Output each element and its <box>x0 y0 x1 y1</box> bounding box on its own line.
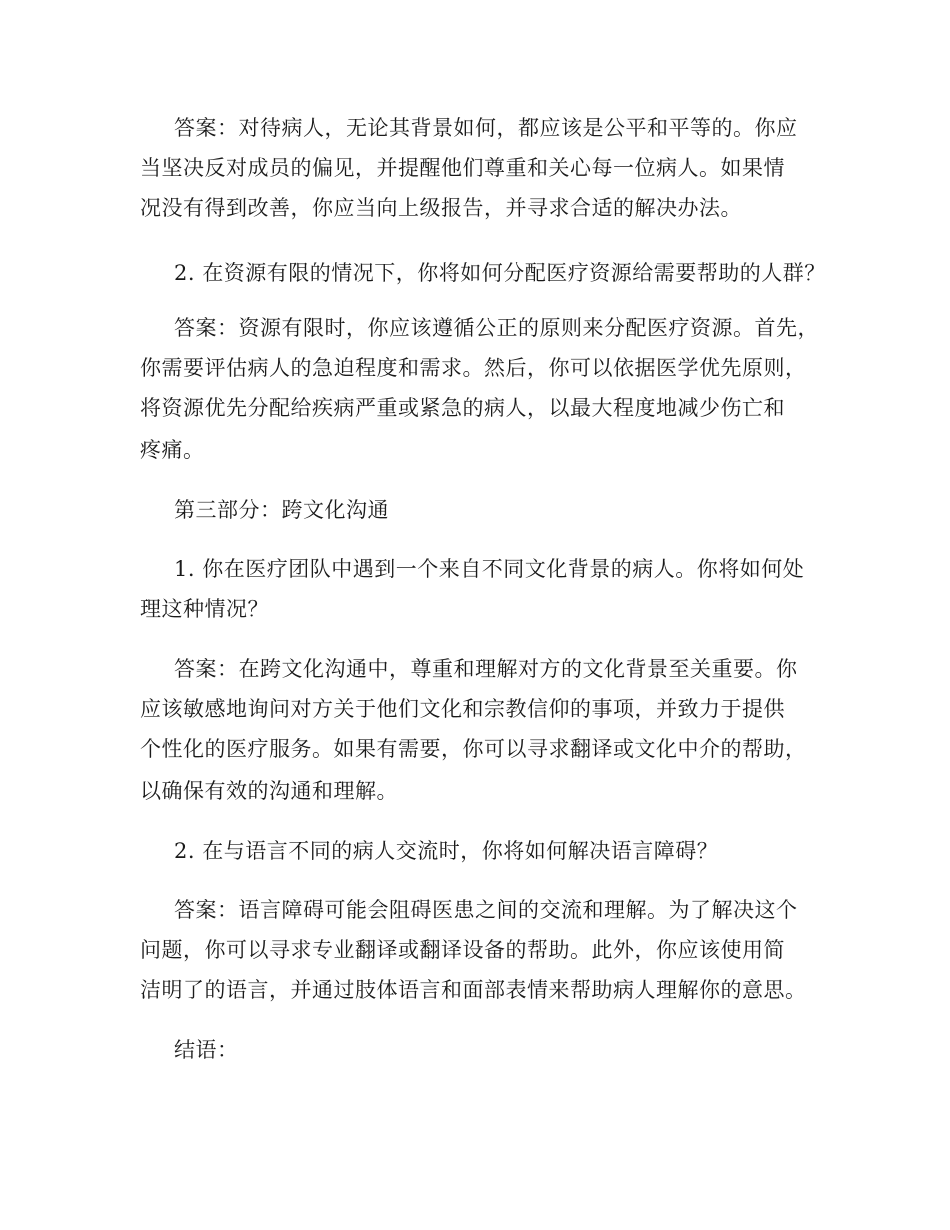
answer-line: 答案：对待病人，无论其背景如何，都应该是公平和平等的。你应 <box>174 116 798 140</box>
answer-line: 将资源优先分配给疾病严重或紧急的病人，以最大程度地减少伤亡和 <box>140 396 785 420</box>
answer-line: 问题，你可以寻求专业翻译或翻译设备的帮助。此外，你应该使用简 <box>140 938 785 962</box>
answer-line: 况没有得到改善，你应当向上级报告，并寻求合适的解决办法。 <box>140 196 742 220</box>
answer-line: 以确保有效的沟通和理解。 <box>140 779 398 803</box>
answer-line: 应该敏感地询问对方关于他们文化和宗教信仰的事项，并致力于提供 <box>140 697 785 721</box>
answer-line: 个性化的医疗服务。如果有需要，你可以寻求翻译或文化中介的帮助， <box>140 737 807 761</box>
answer-line: 答案：在跨文化沟通中，尊重和理解对方的文化背景至关重要。你 <box>174 657 798 681</box>
answer-line: 答案：资源有限时，你应该遵循公正的原则来分配医疗资源。首先， <box>174 316 819 340</box>
question-line: 1. 你在医疗团队中遇到一个来自不同文化背景的病人。你将如何处 <box>174 557 805 581</box>
answer-line: 洁明了的语言，并通过肢体语言和面部表情来帮助病人理解你的意思。 <box>140 978 807 1002</box>
section-heading: 结语： <box>174 1038 239 1062</box>
section-heading: 第三部分：跨文化沟通 <box>174 498 389 522</box>
question-line: 2. 在与语言不同的病人交流时，你将如何解决语言障碍？ <box>174 839 719 863</box>
question-line: 2. 在资源有限的情况下，你将如何分配医疗资源给需要帮助的人群？ <box>174 261 826 285</box>
answer-line: 你需要评估病人的急迫程度和需求。然后，你可以依据医学优先原则， <box>140 356 807 380</box>
question-line: 理这种情况？ <box>140 597 269 621</box>
answer-line: 当坚决反对成员的偏见，并提醒他们尊重和关心每一位病人。如果情 <box>140 156 785 180</box>
answer-line: 答案：语言障碍可能会阻碍医患之间的交流和理解。为了解决这个 <box>174 898 798 922</box>
answer-line: 疼痛。 <box>140 438 205 462</box>
